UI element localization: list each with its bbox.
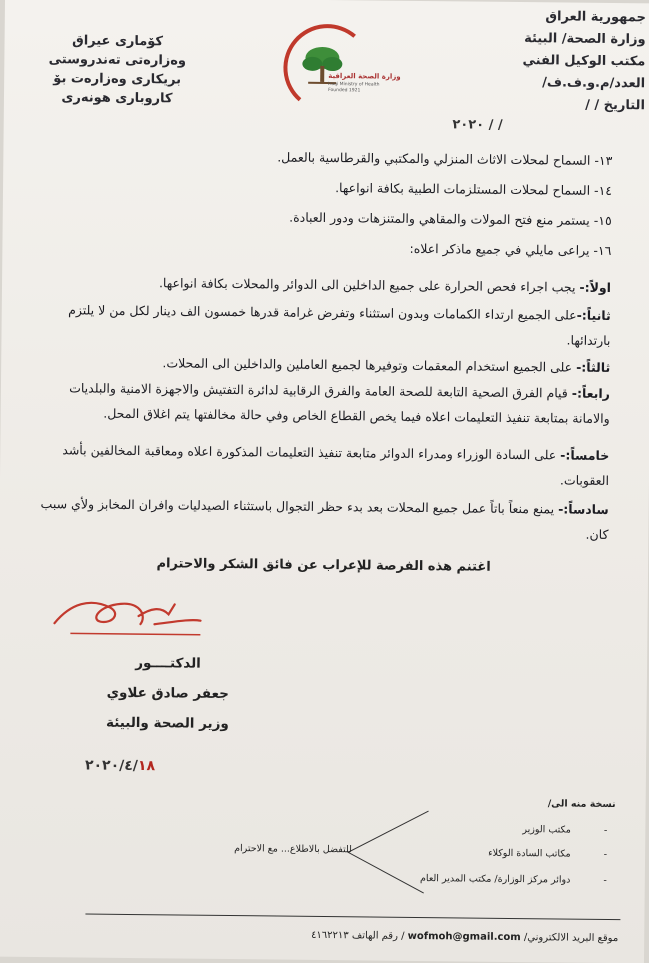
copy-row-2 — [488, 848, 607, 860]
copy-row-1-text: مكتب الوزير — [522, 824, 571, 836]
copy-row-3 — [420, 873, 607, 886]
clause-4 — [30, 375, 610, 431]
clause-6 — [28, 491, 608, 547]
ministry-logo — [262, 21, 401, 112]
header-country: جمهورية العراق — [545, 9, 646, 26]
signatory-title: الدكتــــور — [135, 655, 201, 672]
signatory-position: وزير الصحة والبيئة — [105, 714, 229, 733]
signature-date-main: ٢٠٢٠/٤/ — [84, 757, 139, 775]
clause-2-label: ثانياً:- — [576, 307, 611, 323]
copy-row-1-dash: - — [603, 824, 608, 836]
clause-3-text: على الجميع استخدام المعقمات وتوفيرها لجميع العاملين والداخلين الى المحلات. — [162, 355, 577, 375]
clause-2 — [30, 297, 610, 353]
copy-row-1 — [522, 824, 607, 836]
item-14: ١٤- السماح لمحلات المستلزمات الطبية بكافة انواعها. — [335, 180, 613, 198]
clause-4-text: قيام الفرق الصحية التابعة للصحة العامة والفرق الرقابية لدائرة التفتيش والاجهزة الامنية والبلديات والامانة بمتابعة تنفيذ التعليمات اعلاه فيما يخص القطاع الخاص وفي حالة مخالفتها يتم اغلاق المحل. — [69, 380, 610, 426]
footer-phone: ٤١٦٢٢١٣ — [311, 929, 349, 942]
signature-block — [67, 647, 268, 739]
header-right — [475, 6, 646, 118]
footer-email: wofmoh@gmail.com — [407, 930, 521, 944]
clause-5-text: على السادة الوزراء ومدراء الدوائر متابعة تنفيذ التعليمات المذكورة اعلاه ومعاقبة المخالفين بأشد العقوبات. — [62, 442, 610, 488]
footer-divider — [85, 914, 620, 921]
header-number: العدد/م.و.ف.ف/ — [542, 75, 646, 92]
header-left-line2: وەزارەتی تەندروستی — [48, 52, 187, 69]
clause-6-label: سادساً:- — [558, 501, 609, 517]
signature-date-day: ١٨ — [137, 758, 156, 775]
footer-phone-label: / رقم الهاتف — [351, 930, 405, 942]
clause-6-text: يمنع منعاً باتاً عمل جميع المحلات بعد بدء حظر التجوال باستثناء الصيدليات وافران المخابز ولأي سبب كان. — [40, 496, 609, 542]
footer-contact — [311, 930, 618, 944]
clause-2-text: على الجميع ارتداء الكمامات وبدون استثناء وتفرض غرامة قدرها خمسون الف دينار لكل من لا يلتزم بارتدائها. — [68, 302, 611, 348]
copy-row-2-dash: - — [603, 848, 608, 860]
signature-scribble — [50, 593, 211, 645]
header-ministry: وزارة الصحة/ البيئة — [524, 31, 646, 48]
item-16: ١٦- يراعى مايلي في جميع ماذكر اعلاه: — [409, 240, 612, 258]
logo-caption-year: Founded 1921 — [328, 88, 361, 94]
footer-email-label: موقع البريد الالكتروني/ — [523, 932, 619, 945]
copy-row-3-dash: - — [603, 874, 607, 886]
header-left-line4: کاروباری هونەری — [61, 90, 173, 107]
header-left-line3: بریکاری وەزارەت بۆ — [53, 71, 182, 88]
copy-row-3-text: دوائر مركز الوزارة/ مكتب المدير العام — [420, 873, 571, 886]
copy-note: للتفضل بالاطلاع... مع الاحترام — [234, 843, 353, 856]
clause-4-label: رابعاً:- — [571, 385, 611, 401]
item-13: ١٣- السماح لمحلات الاثاث المنزلي والمكتبي والقرطاسية بالعمل. — [277, 149, 613, 168]
item-15: ١٥- يستمر منع فتح المولات والمقاهي والمتنزهات ودور العبادة. — [289, 209, 612, 228]
clause-1 — [31, 269, 611, 300]
header-date: التاريخ / / — [585, 97, 646, 114]
copy-heading: نسخة منه الى/ — [547, 798, 616, 811]
clause-1-label: اولاً:- — [579, 279, 612, 295]
clause-5-label: خامساً:- — [560, 447, 610, 463]
header-left — [42, 31, 193, 109]
signature-date — [85, 758, 155, 775]
logo-caption-ar: وزارة الصحة العراقية — [328, 72, 401, 81]
document-date: ٢٠٢٠ / / — [452, 117, 503, 133]
clause-5 — [29, 437, 609, 493]
closing-line: اغتنم هذه الفرصة للإعراب عن فائق الشكر والاحترام — [156, 556, 491, 575]
copy-row-2-text: مكاتب السادة الوكلاء — [488, 847, 571, 860]
clause-3-label: ثالثاً:- — [576, 359, 611, 375]
clause-1-text: يجب اجراء فحص الحرارة على جميع الداخلين الى الدوائر والمحلات بكافة انواعها. — [158, 275, 580, 295]
header-left-line1: كۆماری عیراق — [72, 33, 164, 50]
logo-caption-en: Iraqi Ministry of Health — [328, 82, 380, 88]
signatory-name: جعفر صادق علاوي — [106, 684, 229, 703]
header-office: مكتب الوكيل الفني — [522, 53, 646, 70]
